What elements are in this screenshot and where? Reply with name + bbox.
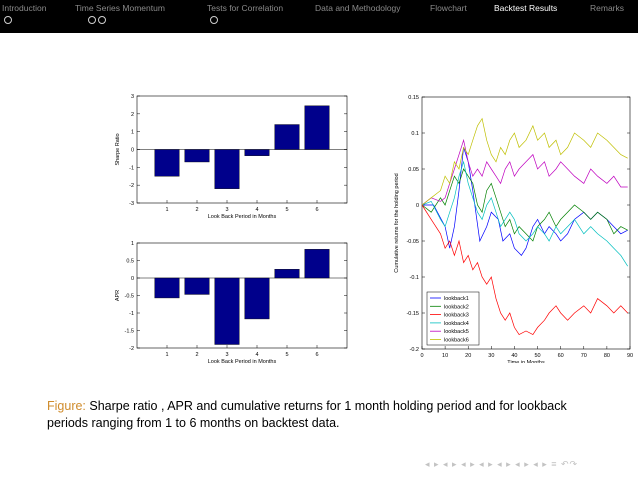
y-tick-label: -0.5 [124, 293, 134, 300]
legend-entry-lookback3: lookback3 [444, 312, 469, 319]
x-tick-label: 30 [488, 353, 495, 359]
x-tick-label: 2 [195, 352, 199, 358]
nav-item-tests-for-correlation[interactable]: Tests for Correlation [207, 3, 284, 13]
nav-item-time-series-momentum[interactable]: Time Series Momentum [75, 3, 165, 13]
y-tick-label: -1 [129, 311, 134, 317]
x-tick-label: 2 [195, 207, 199, 213]
y-tick-label: 0 [415, 203, 419, 209]
results-figure [0, 33, 638, 363]
x-tick-label: 4 [255, 352, 259, 358]
x-tick-label: 70 [580, 353, 587, 359]
frame-dots-tests-for-correlation[interactable] [210, 16, 220, 26]
frame-dot-icon[interactable] [210, 16, 218, 24]
bar-5 [275, 269, 300, 278]
section-navigation-bar [0, 0, 638, 33]
x-tick-label: 10 [442, 353, 449, 359]
x-tick-label: 1 [165, 352, 169, 358]
x-axis-label: Look Back Period in Months [207, 359, 277, 363]
bar-6 [305, 106, 330, 150]
y-tick-label: 1 [130, 241, 134, 247]
legend-entry-lookback5: lookback5 [444, 329, 469, 336]
y-axis-label: APR [115, 289, 121, 302]
bar-3 [215, 278, 240, 345]
figure [0, 33, 638, 363]
frame-dot-icon[interactable] [88, 16, 96, 24]
bar-1 [155, 150, 180, 177]
frame-dots-time-series-momentum[interactable] [88, 16, 108, 26]
bar-1 [155, 278, 180, 298]
nav-item-data-and-methodology[interactable]: Data and Methodology [315, 3, 401, 13]
nav-item-backtest-results[interactable]: Backtest Results [494, 3, 558, 13]
x-tick-label: 60 [557, 353, 564, 359]
nav-item-introduction[interactable]: Introduction [2, 3, 47, 13]
legend-entry-lookback4: lookback4 [444, 320, 469, 327]
bar-2 [185, 150, 210, 162]
legend-entry-lookback1: lookback1 [444, 296, 469, 302]
caption-text: Sharpe ratio , APR and cumulative returns for 1 month holding period and for lookback periods ranging from 1 to 6 months on backtest data. [47, 399, 567, 430]
x-tick-label: 3 [225, 352, 229, 358]
x-tick-label: 20 [465, 353, 472, 359]
bar-4 [245, 150, 270, 156]
bar-4 [245, 278, 270, 319]
nav-item-remarks[interactable]: Remarks [590, 3, 625, 13]
x-tick-label: 50 [534, 353, 541, 359]
x-tick-label: 3 [225, 207, 229, 213]
y-tick-label: 3 [130, 94, 134, 100]
bar-3 [215, 150, 240, 189]
y-tick-label: -1 [129, 165, 134, 172]
x-tick-label: 0 [420, 353, 424, 359]
y-tick-label: -2 [129, 183, 134, 190]
bar-6 [305, 249, 330, 278]
x-tick-label: 5 [285, 207, 289, 213]
nav-item-flowchart[interactable]: Flowchart [430, 3, 467, 13]
x-tick-label: 90 [626, 353, 634, 359]
x-tick-label: 1 [165, 207, 169, 213]
y-axis-label: Sharpe Ratio [115, 133, 121, 166]
x-tick-label: 6 [315, 207, 319, 213]
legend-entry-lookback2: lookback2 [444, 304, 469, 311]
y-tick-label: -0.15 [406, 311, 419, 317]
y-tick-label: 0.15 [408, 95, 419, 101]
y-tick-label: -0.2 [409, 347, 419, 353]
frame-dot-icon[interactable] [4, 16, 12, 24]
figure-caption [47, 398, 587, 432]
x-tick-label: 4 [255, 207, 259, 213]
beamer-navigation-symbols[interactable]: ◂ ▸ ◂ ▸ ◂ ▸ ◂ ▸ ◂ ▸ ◂ ▸ ◂ ▸ ≡ ↶↷ [425, 459, 579, 469]
x-axis-label: Time in Months [507, 360, 545, 363]
y-tick-label: 0 [130, 276, 134, 282]
x-tick-label: 6 [315, 352, 319, 358]
x-tick-label: 80 [603, 353, 610, 359]
y-tick-label: 0 [130, 147, 134, 154]
y-tick-label: 1 [130, 129, 134, 136]
y-tick-label: -3 [129, 201, 134, 207]
y-tick-label: -0.1 [409, 275, 419, 281]
y-tick-label: -2 [129, 346, 134, 352]
y-tick-label: 0.1 [411, 131, 419, 137]
x-tick-label: 5 [285, 352, 289, 358]
y-tick-label: 0.5 [126, 258, 134, 265]
x-tick-label: 40 [511, 353, 518, 359]
y-tick-label: -1.5 [124, 328, 134, 335]
frame-dots-introduction[interactable] [4, 16, 14, 26]
bar-2 [185, 278, 210, 294]
y-tick-label: 0.05 [408, 167, 419, 173]
y-tick-label: 2 [130, 111, 134, 118]
caption-label: Figure: [47, 399, 86, 413]
x-axis-label: Look Back Period in Months [207, 214, 277, 220]
frame-dot-icon[interactable] [98, 16, 106, 24]
y-tick-label: -0.05 [406, 239, 419, 245]
legend-entry-lookback6: lookback6 [444, 337, 469, 344]
bar-5 [275, 125, 300, 150]
y-axis-label: Cumulative returns for the holding period [394, 173, 400, 273]
